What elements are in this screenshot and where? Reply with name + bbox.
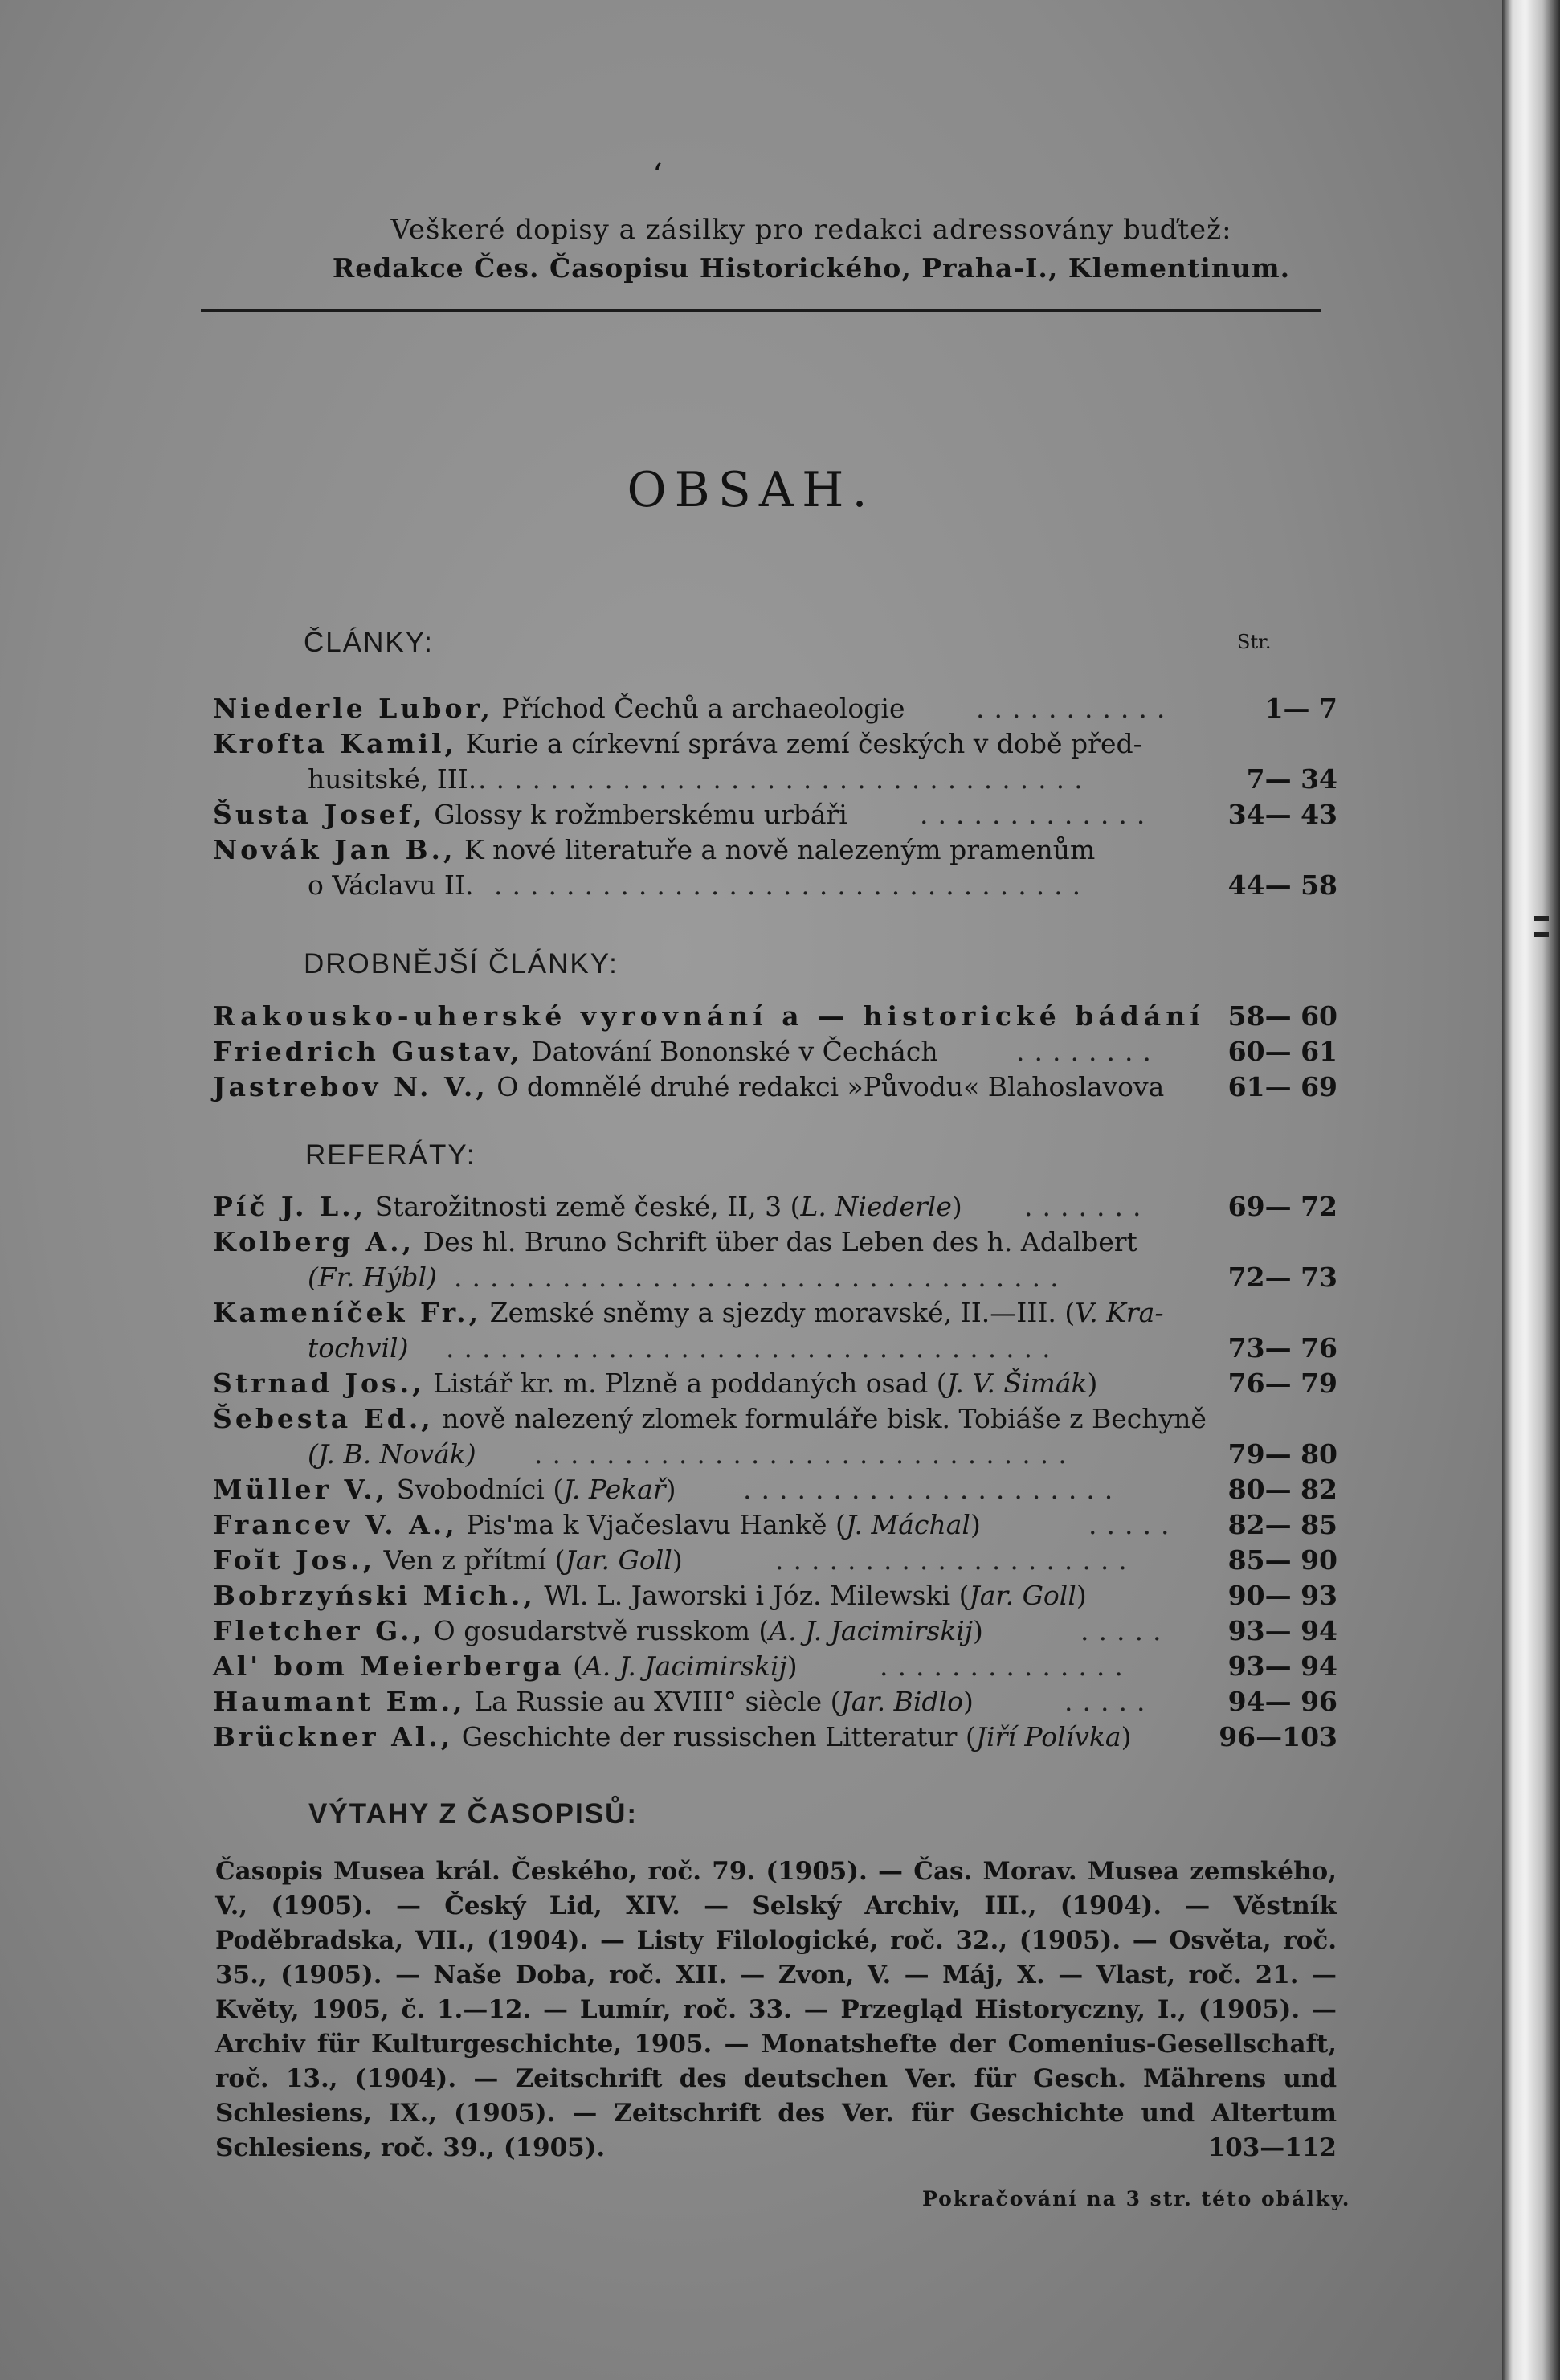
page-column-label: Str. <box>1237 631 1272 653</box>
entry-reviewer: Jiří Polívka <box>975 1721 1121 1752</box>
leader-dots: ..... <box>1088 1509 1179 1540</box>
toc-entry <box>213 1615 1337 1650</box>
entry-title: K nové literatuře a nově nalezeným pramenům <box>464 834 1096 865</box>
entry-close: ) <box>786 1650 798 1682</box>
toc-entry <box>213 1509 1337 1544</box>
entry-title: Pis'ma k Vjačeslavu Hankě ( <box>466 1509 846 1540</box>
entry-author: Jastrebov N. V., <box>213 1071 488 1102</box>
leader-dots: .................... <box>775 1544 1137 1576</box>
entry-continuation: (Fr. Hýbl) <box>308 1262 437 1293</box>
entry-author: Brückner Al., <box>213 1721 454 1752</box>
toc-entry <box>213 1226 1337 1262</box>
journal-excerpts <box>215 1855 1337 2165</box>
toc-clanky <box>213 693 1337 905</box>
entry-close: ) <box>665 1474 676 1505</box>
entry-close: ) <box>972 1615 983 1646</box>
entry-author: Friedrich Gustav, <box>213 1036 523 1067</box>
entry-title: Příchod Čechů a archaeologie <box>501 693 905 724</box>
entry-title: O domnělé druhé redakci »Původu« Blahoslavova <box>496 1071 1165 1102</box>
continuation-note: Pokračování na 3 str. této obálky. <box>922 2187 1351 2210</box>
toc-drobnejsi <box>213 1000 1337 1106</box>
leader-dots: .................................. <box>446 1332 1060 1364</box>
entry-pages: 94— 96 <box>1227 1686 1337 1717</box>
entry-title: La Russie au XVIII° siècle ( <box>474 1686 841 1717</box>
entry-reviewer: V. Kra- <box>1075 1297 1164 1328</box>
entry-close: ) <box>1076 1580 1087 1611</box>
toc-referaty <box>213 1191 1337 1756</box>
leader-dots: ..... <box>1064 1686 1155 1717</box>
entry-close: ) <box>970 1509 981 1540</box>
entry-continuation: husitské, III. <box>308 763 477 795</box>
section-heading-drobnejsi: DROBNĚJŠÍ ČLÁNKY: <box>304 948 619 979</box>
leader-dots: ..................... <box>743 1474 1123 1505</box>
toc-entry-continued <box>213 1438 1337 1474</box>
entry-pages: 34— 43 <box>1227 799 1337 830</box>
entry-pages: 44— 58 <box>1227 869 1337 901</box>
entry-pages: 73— 76 <box>1227 1332 1337 1364</box>
leader-dots: ....... <box>1024 1191 1151 1222</box>
entry-continuation: tochvil) <box>308 1332 409 1364</box>
leader-dots: ............. <box>920 799 1155 830</box>
entry-pages: 93— 94 <box>1227 1615 1337 1646</box>
entry-author: Fletcher G., <box>213 1615 426 1646</box>
entry-title: Starožitnosti země české, II, 3 ( <box>374 1191 801 1222</box>
entry-pages: 1— 7 <box>1264 693 1337 724</box>
entry-author: Niederle Lubor, <box>213 693 493 724</box>
entry-title: Glossy k rožmberskému urbáři <box>434 799 847 830</box>
entry-reviewer: J. V. Šimák <box>946 1368 1088 1399</box>
excerpts-text: Časopis Musea král. Českého, roč. 79. (1905). — Čas. Morav. Musea zemského, V., (1905). — Český Lid, XIV. — Selský Archiv, III., (1904). — Věstník Poděbradska, VII., (1904). — Listy Filologické, roč. 32., (1905). — Osvěta, roč. 35., (1905). — Naše Doba, roč. XII. — Zvon, V. — Máj, X. — Vlast, roč. 21. — Květy, 1905, č. 1.—12. — Lumír, roč. 33. — Przegląd Historyczny, I., (1905). — Archiv für Kulturgeschichte, 1905. — Monatshefte der Comenius-Gesellschaft, roč. 13., (1904). — Zeitschrift des deutschen Ver. für Gesch. Mährens und Schlesiens, IX., (1905). — Zeitschrift des Ver. für Geschichte und Altertum Schlesiens, roč. 39., (1905). <box>215 1857 1337 2162</box>
entry-title: nově nalezený zlomek formuláře bisk. Tobiáše z Bechyně <box>442 1403 1207 1434</box>
entry-pages: 90— 93 <box>1227 1580 1337 1611</box>
entry-title: Zemské sněmy a sjezdy moravské, II.—III. ( <box>489 1297 1076 1328</box>
toc-entry <box>213 1036 1337 1071</box>
entry-title: Wl. L. Jaworski i Józ. Milewski ( <box>544 1580 970 1611</box>
entry-title: ( <box>573 1650 583 1682</box>
entry-pages: 79— 80 <box>1227 1438 1337 1470</box>
entry-pages: 7— 34 <box>1246 763 1337 795</box>
entry-author: Rakousko-uherské vyrovnání a — historické bádání <box>213 1000 1205 1032</box>
entry-author: Krofta Kamil, <box>213 728 457 759</box>
entry-title: Ven z přítmí ( <box>383 1544 566 1576</box>
leader-dots: ..... <box>1080 1615 1171 1646</box>
entry-pages: 96—103 <box>1219 1721 1337 1752</box>
entry-pages: 60— 61 <box>1227 1036 1337 1067</box>
entry-author: Al' bom Meierberga <box>213 1650 565 1682</box>
toc-entry-continued <box>213 763 1337 799</box>
entry-author: Novák Jan B., <box>213 834 456 865</box>
entry-pages: 61— 69 <box>1227 1071 1337 1102</box>
entry-pages: 69— 72 <box>1227 1191 1337 1222</box>
entry-pages: 76— 79 <box>1227 1368 1337 1399</box>
section-heading-referaty: REFERÁTY: <box>305 1139 476 1171</box>
entry-author: Strnad Jos., <box>213 1368 425 1399</box>
entry-title: Datování Bononské v Čechách <box>531 1036 938 1067</box>
toc-entry-continued <box>213 1332 1337 1368</box>
leader-dots: ........... <box>976 693 1175 724</box>
entry-author: Kolberg A., <box>213 1226 415 1257</box>
entry-pages: 58— 60 <box>1227 1000 1337 1032</box>
leader-dots: ................................. <box>494 869 1091 901</box>
entry-close: ) <box>951 1191 962 1222</box>
header-line-1: Veškeré dopisy a zásilky pro redakci adressovány buďtež: <box>390 214 1232 246</box>
header-divider <box>201 309 1321 312</box>
leader-dots: .................................. <box>454 1262 1068 1293</box>
toc-entry <box>213 1474 1337 1509</box>
toc-entry-continued <box>213 1262 1337 1297</box>
entry-reviewer: Jar. Goll <box>969 1580 1076 1611</box>
entry-author: Píč J. L., <box>213 1191 367 1222</box>
entry-pages: 85— 90 <box>1227 1544 1337 1576</box>
toc-entry <box>213 1580 1337 1615</box>
entry-reviewer: J. Pekař <box>563 1474 666 1505</box>
entry-title: Geschichte der russischen Litteratur ( <box>461 1721 976 1752</box>
excerpts-pages: 103—112 <box>1207 2133 1337 2162</box>
entry-title: Svobodníci ( <box>396 1474 564 1505</box>
entry-reviewer: A. J. Jacimirskij <box>769 1615 973 1646</box>
entry-pages: 80— 82 <box>1227 1474 1337 1505</box>
entry-title: Kurie a církevní správa zemí českých v době před- <box>465 728 1142 759</box>
leader-dots: .............. <box>880 1650 1133 1682</box>
toc-entry <box>213 1650 1337 1686</box>
toc-entry <box>213 728 1337 763</box>
toc-entry <box>213 1191 1337 1226</box>
entry-author: Kameníček Fr., <box>213 1297 482 1328</box>
toc-entry <box>213 1721 1337 1756</box>
leader-dots: .................................. <box>478 763 1092 795</box>
toc-entry <box>213 693 1337 728</box>
toc-entry <box>213 1071 1337 1106</box>
toc-entry <box>213 1403 1337 1438</box>
section-heading-vytahy: VÝTAHY Z ČASOPISŮ: <box>308 1798 639 1830</box>
entry-reviewer: Jar. Bidlo <box>840 1686 963 1717</box>
toc-entry-continued <box>213 869 1337 905</box>
header-note <box>313 211 1309 288</box>
toc-entry <box>213 1368 1337 1403</box>
leader-dots: .............................. <box>534 1438 1076 1470</box>
entry-title: Listář kr. m. Plzně a poddaných osad ( <box>433 1368 947 1399</box>
entry-pages: 82— 85 <box>1227 1509 1337 1540</box>
entry-pages: 93— 94 <box>1227 1650 1337 1682</box>
entry-author: Francev V. A., <box>213 1509 458 1540</box>
toc-entry <box>213 1686 1337 1721</box>
entry-reviewer: A. J. Jacimirskij <box>582 1650 787 1682</box>
entry-reviewer: Jar. Goll <box>565 1544 672 1576</box>
toc-entry <box>213 1544 1337 1580</box>
entry-reviewer: L. Niederle <box>800 1191 952 1222</box>
section-heading-clanky: ČLÁNKY: <box>304 627 434 658</box>
entry-author: Haumant Em., <box>213 1686 466 1717</box>
entry-continuation: (J. B. Novák) <box>308 1438 476 1470</box>
entry-author: Müller V., <box>213 1474 389 1505</box>
entry-author: Bobrzyński Mich., <box>213 1580 536 1611</box>
entry-author: Šusta Josef, <box>213 799 426 830</box>
page-title: OBSAH. <box>627 462 876 518</box>
toc-entry <box>213 834 1337 869</box>
entry-author: Šebesta Ed., <box>213 1403 434 1434</box>
entry-title: Des hl. Bruno Schrift über das Leben des h. Adalbert <box>423 1226 1137 1257</box>
toc-entry <box>213 1297 1337 1332</box>
entry-close: ) <box>1121 1721 1132 1752</box>
toc-entry <box>213 799 1337 834</box>
entry-continuation: o Václavu II. <box>308 869 474 901</box>
entry-title: O gosudarstvě russkom ( <box>433 1615 770 1646</box>
entry-close: ) <box>672 1544 683 1576</box>
entry-close: ) <box>962 1686 974 1717</box>
book-spine-edge <box>1502 0 1560 2380</box>
entry-close: ) <box>1087 1368 1098 1399</box>
entry-pages: 72— 73 <box>1227 1262 1337 1293</box>
leader-dots: ........ <box>1016 1036 1161 1067</box>
entry-reviewer: J. Máchal <box>845 1509 970 1540</box>
toc-entry <box>213 1000 1337 1036</box>
ink-mark: ʻ <box>652 157 663 194</box>
header-line-2: Redakce Čes. Časopisu Historického, Praha-I., Klementinum. <box>332 252 1291 284</box>
entry-author: Foĭt Jos., <box>213 1544 376 1576</box>
